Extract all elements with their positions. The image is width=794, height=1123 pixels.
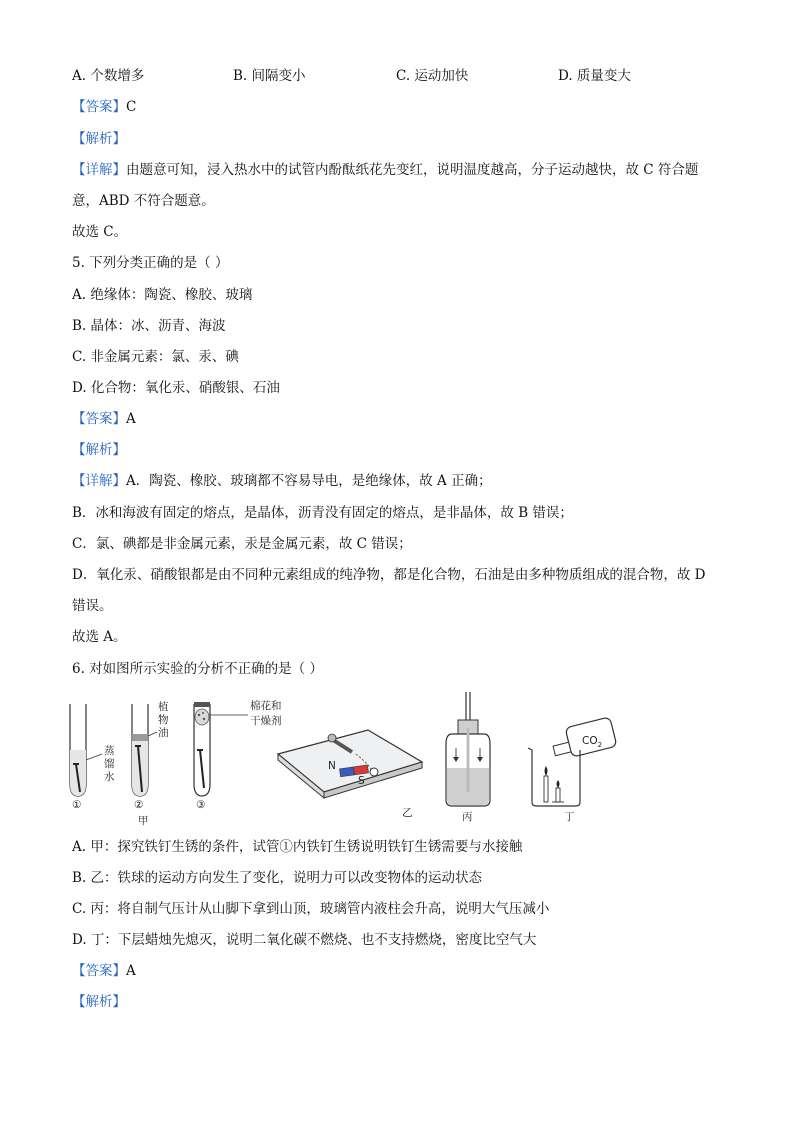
answer-tag: 【答案】	[72, 99, 126, 115]
beaker	[528, 748, 580, 806]
q5-option-b: B. 晶体：冰、沥青、海波	[72, 318, 226, 334]
q5-detail-d-cont: 错误。	[72, 598, 113, 614]
q6-answer	[72, 961, 136, 981]
detail-tag: 【详解】	[72, 473, 126, 489]
q6-stem: 6. 对如图所示实验的分析不正确的是（ ）	[72, 661, 323, 677]
q6-option-a: A. 甲：探究铁钉生锈的条件，试管①内铁钉生锈说明铁钉生锈需要与水接触	[72, 839, 523, 855]
detail-line: A．陶瓷、橡胶、玻璃都不容易导电，是绝缘体，故 A 正确；	[126, 473, 492, 489]
q4-option-b: B. 间隔变小	[233, 68, 306, 84]
tube-number-2: ②	[134, 799, 144, 811]
q5-option-c: C. 非金属元素：氯、汞、碘	[72, 349, 239, 365]
tube-number-1: ①	[72, 799, 82, 811]
q5-option-a: A. 绝缘体：陶瓷、橡胶、玻璃	[72, 287, 253, 303]
water-pointer	[86, 754, 102, 760]
tube-number-3: ③	[196, 799, 206, 811]
co2-label: $CO_2$	[582, 735, 603, 749]
cotton-label-2: 干燥剂	[250, 715, 282, 727]
q6-option-d: D. 丁：下层蜡烛先熄灭，说明二氧化碳不燃烧、也不支持燃烧，密度比空气大	[72, 932, 537, 948]
group-label-yi: 乙	[402, 807, 413, 819]
magnet-n-label: N	[328, 760, 336, 772]
answer-tag: 【答案】	[72, 963, 126, 979]
q5-option-d: D. 化合物：氧化汞、硝酸银、石油	[72, 380, 280, 396]
detail-text: 由题意可知，浸入热水中的试管内酚酞纸花先变红，说明温度越高，分子运动越快，故 C 符合题	[126, 162, 699, 178]
group-label-jia: 甲	[138, 815, 149, 827]
oil-label-2: 物	[158, 714, 169, 726]
oil-label-1: 植	[158, 701, 169, 713]
test-tube-3	[194, 702, 210, 796]
q6-option-b: B. 乙：铁球的运动方向发生了变化，说明力可以改变物体的运动状态	[72, 870, 483, 886]
magnet-s-label: S	[358, 775, 365, 787]
iron-ball	[370, 768, 378, 776]
q5-analysis-tag: 【解析】	[72, 442, 126, 458]
water-label-1: 蒸	[104, 745, 115, 757]
q4-conclusion: 故选 C。	[72, 224, 128, 240]
q5-detail-b: B．冰和海波有固定的熔点，是晶体，沥青没有固定的熔点，是非晶体，故 B 错误；	[72, 505, 573, 521]
group-label-bing: 丙	[462, 811, 473, 823]
q4-option-a: A. 个数增多	[72, 68, 145, 84]
answer-tag: 【答案】	[72, 411, 126, 427]
q5-answer	[72, 409, 136, 429]
answer-value: A	[126, 963, 136, 979]
water-label-2: 馏	[104, 758, 115, 770]
q6-analysis-tag: 【解析】	[72, 994, 126, 1010]
q5-detail	[72, 471, 492, 491]
experiment-figure	[66, 688, 626, 828]
oil-pointer	[148, 732, 157, 736]
q6-option-c: C. 丙：将自制气压计从山脚下拿到山顶，玻璃管内液柱会升高，说明大气压减小	[72, 901, 550, 917]
q4-option-c: C. 运动加快	[396, 68, 469, 84]
q4-detail	[72, 160, 698, 180]
q4-analysis-tag: 【解析】	[72, 131, 126, 147]
answer-value: C	[126, 99, 137, 115]
detail-tag: 【详解】	[72, 162, 126, 178]
ramp-board	[278, 730, 422, 798]
q5-stem: 5. 下列分类正确的是（ ）	[72, 255, 229, 271]
q5-detail-d: D．氧化汞、硝酸银都是由不同种元素组成的纯净物，都是化合物，石油是由多种物质组成的混合物，故 D	[72, 567, 706, 583]
water-label-3: 水	[104, 771, 115, 783]
answer-value: A	[126, 411, 136, 427]
q5-detail-c: C．氯、碘都是非金属元素，汞是金属元素，故 C 错误；	[72, 536, 412, 552]
candle-lower	[556, 780, 560, 802]
q4-detail-cont: 意，ABD 不符合题意。	[72, 193, 215, 209]
cotton-label-1: 棉花和	[250, 700, 282, 712]
test-tube-2	[132, 704, 148, 796]
barometer-bottle	[446, 692, 490, 806]
test-tube-1	[70, 704, 86, 796]
oil-label-3: 油	[158, 727, 169, 739]
group-label-ding: 丁	[564, 811, 575, 823]
q4-answer	[72, 97, 136, 117]
q4-option-d: D. 质量变大	[558, 68, 631, 84]
q5-conclusion: 故选 A。	[72, 629, 127, 645]
candle-upper	[544, 766, 548, 802]
